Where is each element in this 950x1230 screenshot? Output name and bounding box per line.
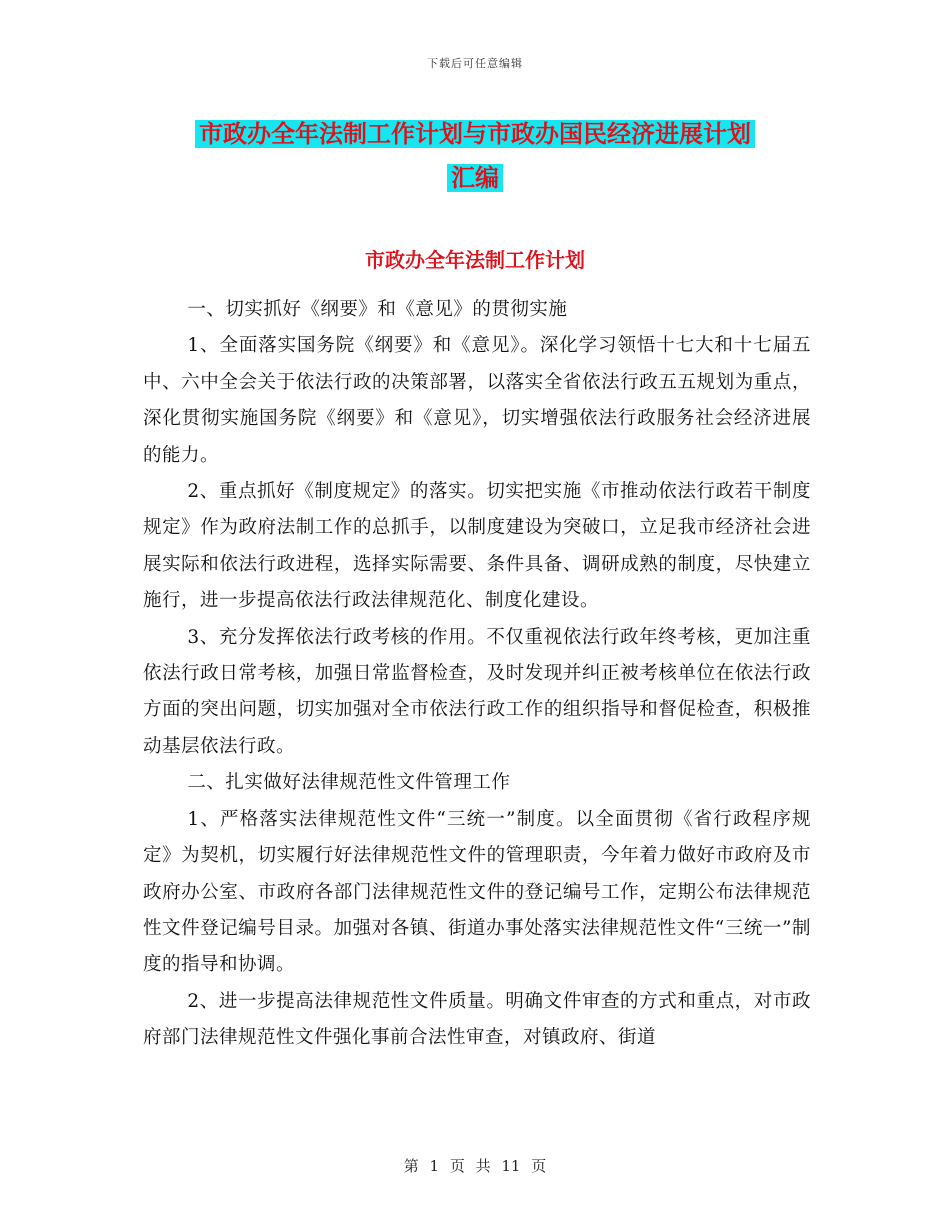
paragraph: 二、扎实做好法律规范性文件管理工作 <box>187 772 511 794</box>
paragraph: 2、进一步提高法律规范性文件质量。明确文件审查的方式和重点，对市政府部门法律规范性文件强化事前合法性审查，对镇政府、街道 <box>143 990 811 1049</box>
document-title-line-1: 市政办全年法制工作计划与市政办国民经济进展计划 <box>195 120 755 148</box>
page-number: 第 1 页 共 11 页 <box>403 1157 547 1175</box>
paragraph: 3、充分发挥依法行政考核的作用。不仅重视依法行政年终考核，更加注重依法行政日常考核，加强日常监督检查，及时发现并纠正被考核单位在依法行政方面的突出问题，切实加强对全市依法行政工作的组织指导和督促检查，积极推动基层依法行政。 <box>143 626 811 757</box>
paragraph: 一、切实抓好《纲要》和《意见》的贯彻实施 <box>187 299 568 320</box>
document-title-line-2: 汇编 <box>447 164 503 192</box>
document-body <box>143 292 811 1057</box>
paragraph: 1、严格落实法律规范性文件“三统一”制度。以全面贯彻《省行政程序规定》为契机，切实履行好法律规范性文件的管理职责，今年着力做好市政府及市政府办公室、市政府各部门法律规范性文件的登记编号工作，定期公布法律规范性文件登记编号目录。加强对各镇、街道办事处落实法律规范性文件“三统一”制度的指导和协调。 <box>143 808 811 976</box>
paragraph: 1、全面落实国务院《纲要》和《意见》。深化学习领悟十七大和十七届五中、六中全会关于依法行政的决策部署，以落实全省依法行政五五规划为重点，深化贯彻实施国务院《纲要》和《意见》，切实增强依法行政服务社会经济进展的能力。 <box>143 335 811 466</box>
document-title <box>0 112 950 200</box>
section-title: 市政办全年法制工作计划 <box>365 248 585 272</box>
header-note: 下载后可任意编辑 <box>427 57 523 70</box>
paragraph: 2、重点抓好《制度规定》的落实。切实把实施《市推动依法行政若干制度规定》作为政府法制工作的总抓手，以制度建设为突破口，立足我市经济社会进展实际和依法行政进程，选择实际需要、条件具备、调研成熟的制度，尽快建立施行，进一步提高依法行政法律规范化、制度化建设。 <box>143 481 811 612</box>
